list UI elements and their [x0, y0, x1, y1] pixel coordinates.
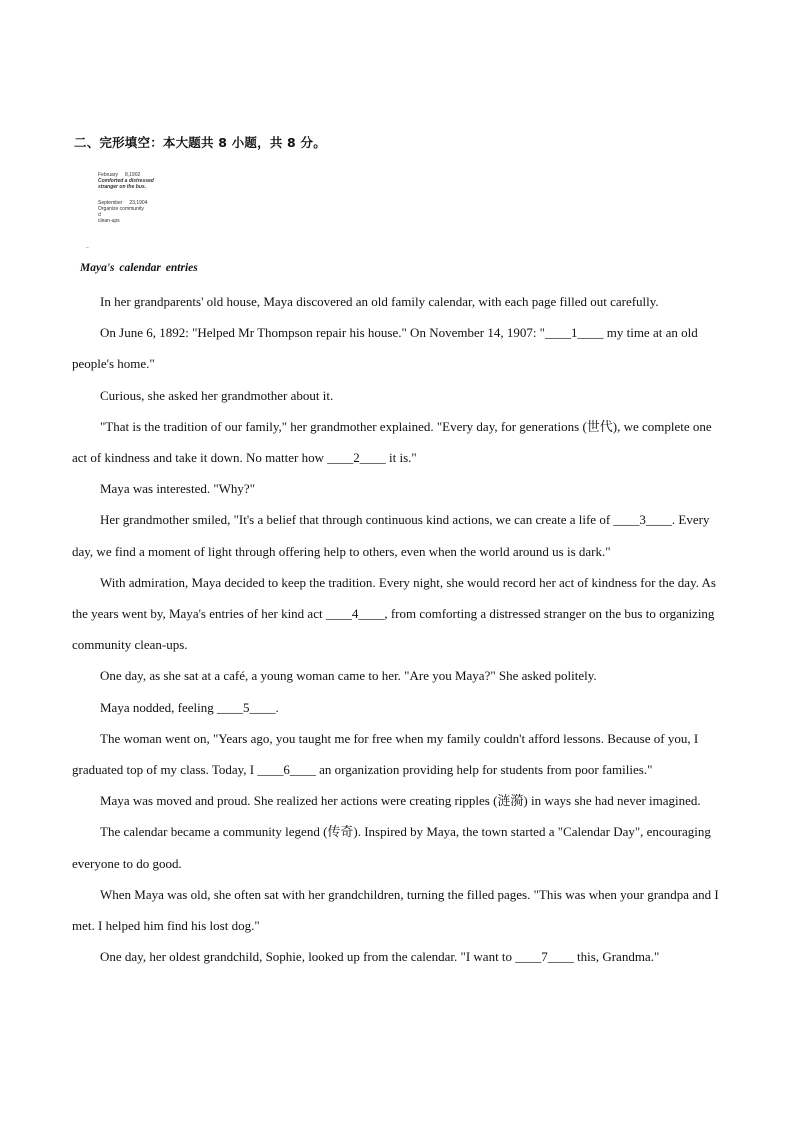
paragraph: On June 6, 1892: "Helped Mr Thompson repair his house." On November 14, 1907: "____1____ my time at an old people's home."	[72, 325, 698, 372]
calendar-entry-day: 8,1902	[124, 172, 141, 178]
paragraph: Curious, she asked her grandmother about it.	[100, 387, 334, 403]
calendar-entry-day: 23,1904	[129, 200, 148, 206]
calendar-entry-line: d	[98, 212, 101, 218]
paragraph: Maya was moved and proud. She realized her actions were creating ripples (涟漪) in ways she had never imagined.	[100, 793, 701, 809]
image-caption: Maya's calendar entries	[80, 262, 198, 274]
passage	[72, 286, 722, 972]
paragraph: With admiration, Maya decided to keep the tradition. Every night, she would record her act of kindness for the day. As the years went by, Maya's entries of her kind act ____4____, from comforting a distressed stranger on the bus to organizing community clean-ups.	[72, 574, 716, 653]
calendar-entry-line: Organize community	[98, 206, 144, 212]
paragraph: One day, as she sat at a café, a young woman came to her. "Are you Maya?" She asked politely.	[100, 668, 597, 684]
image-mark: ~	[86, 246, 89, 251]
calendar-entry-line: stranger on the bus.	[98, 184, 147, 190]
paragraph: When Maya was old, she often sat with her grandchildren, turning the filled pages. "This was when your grandpa and I met. I helped him find his lost dog."	[72, 886, 719, 934]
calendar-entry-line: clean-ups	[98, 218, 120, 224]
calendar-entries-image	[98, 172, 188, 244]
paragraph: Maya was interested. "Why?"	[100, 481, 256, 497]
calendar-entry-month: September	[98, 200, 123, 206]
paragraph: Maya nodded, feeling ____5____.	[100, 699, 279, 715]
section-title: 二、完形填空：本大题共 8 小题，共 8 分。	[74, 135, 326, 150]
calendar-entry-month: February	[98, 172, 119, 178]
paragraph: Her grandmother smiled, "It's a belief that through continuous kind actions, we can create a life of ____3____. Every day, we find a moment of light through offering help to others, even when the world around us is dark."	[72, 512, 710, 559]
paragraph: In her grandparents' old house, Maya discovered an old family calendar, with each page filled out carefully.	[100, 294, 659, 309]
paragraph: One day, her oldest grandchild, Sophie, looked up from the calendar. "I want to ____7____ this, Grandma."	[100, 949, 660, 965]
calendar-entry-line: Comforted a distressed	[98, 178, 154, 184]
paragraph: The woman went on, "Years ago, you taught me for free when my family couldn't afford lessons. Because of you, I graduated top of my class. Today, I ____6____ an organization providing help for students from poor families."	[72, 730, 699, 778]
paragraph: "That is the tradition of our family," her grandmother explained. "Every day, for generations (世代), we complete one act of kindness and take it down. No matter how ____2____ it is."	[72, 418, 712, 466]
paragraph: The calendar became a community legend (传奇). Inspired by Maya, the town started a "Calendar Day", encouraging everyone to do good.	[72, 824, 711, 871]
